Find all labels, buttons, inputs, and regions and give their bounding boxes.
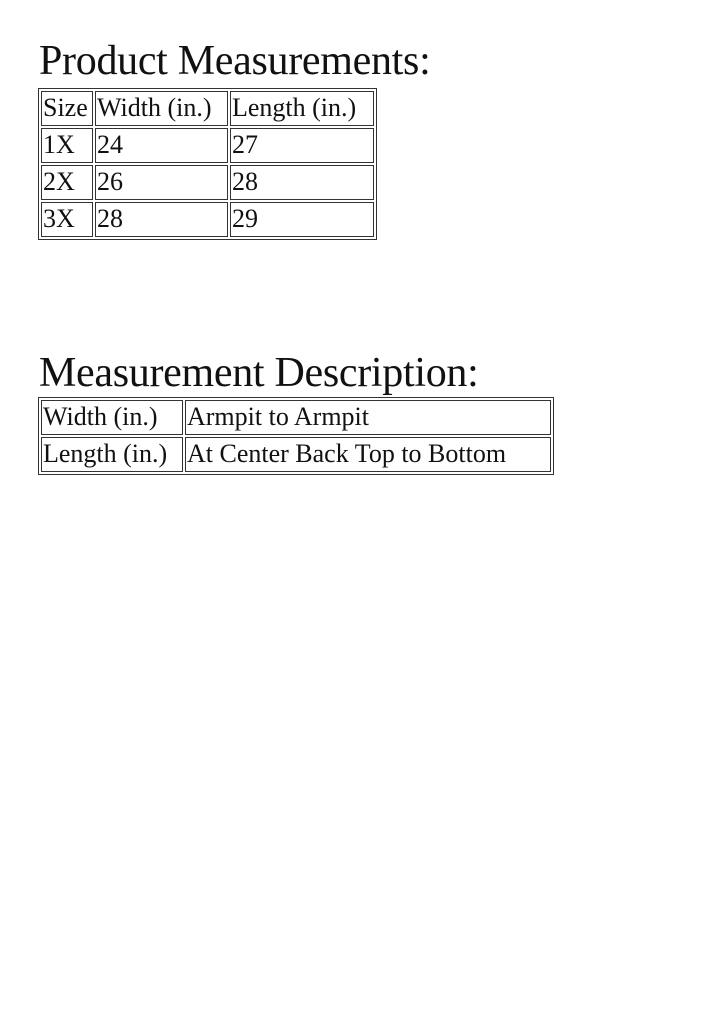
measurement-term-cell: Length (in.) [41,437,183,472]
size-cell: 3X [41,202,93,237]
product-measurements-table [38,88,377,240]
product-measurements-heading: Product Measurements: [39,38,431,84]
width-cell: 28 [95,202,228,237]
size-cell: 2X [41,165,93,200]
column-header-width: Width (in.) [95,91,228,126]
measurement-description-heading: Measurement Description: [39,350,479,396]
table-row [41,202,374,237]
table-row [41,437,551,472]
table-row [41,165,374,200]
size-cell: 1X [41,128,93,163]
table-row [41,128,374,163]
length-cell: 28 [230,165,374,200]
measurement-description-table [38,397,554,475]
column-header-length: Length (in.) [230,91,374,126]
column-header-size: Size [41,91,93,126]
width-cell: 26 [95,165,228,200]
length-cell: 29 [230,202,374,237]
width-cell: 24 [95,128,228,163]
table-header-row [41,91,374,126]
table-row [41,400,551,435]
measurement-term-cell: Width (in.) [41,400,183,435]
length-cell: 27 [230,128,374,163]
measurement-definition-cell: Armpit to Armpit [185,400,551,435]
measurement-definition-cell: At Center Back Top to Bottom [185,437,551,472]
